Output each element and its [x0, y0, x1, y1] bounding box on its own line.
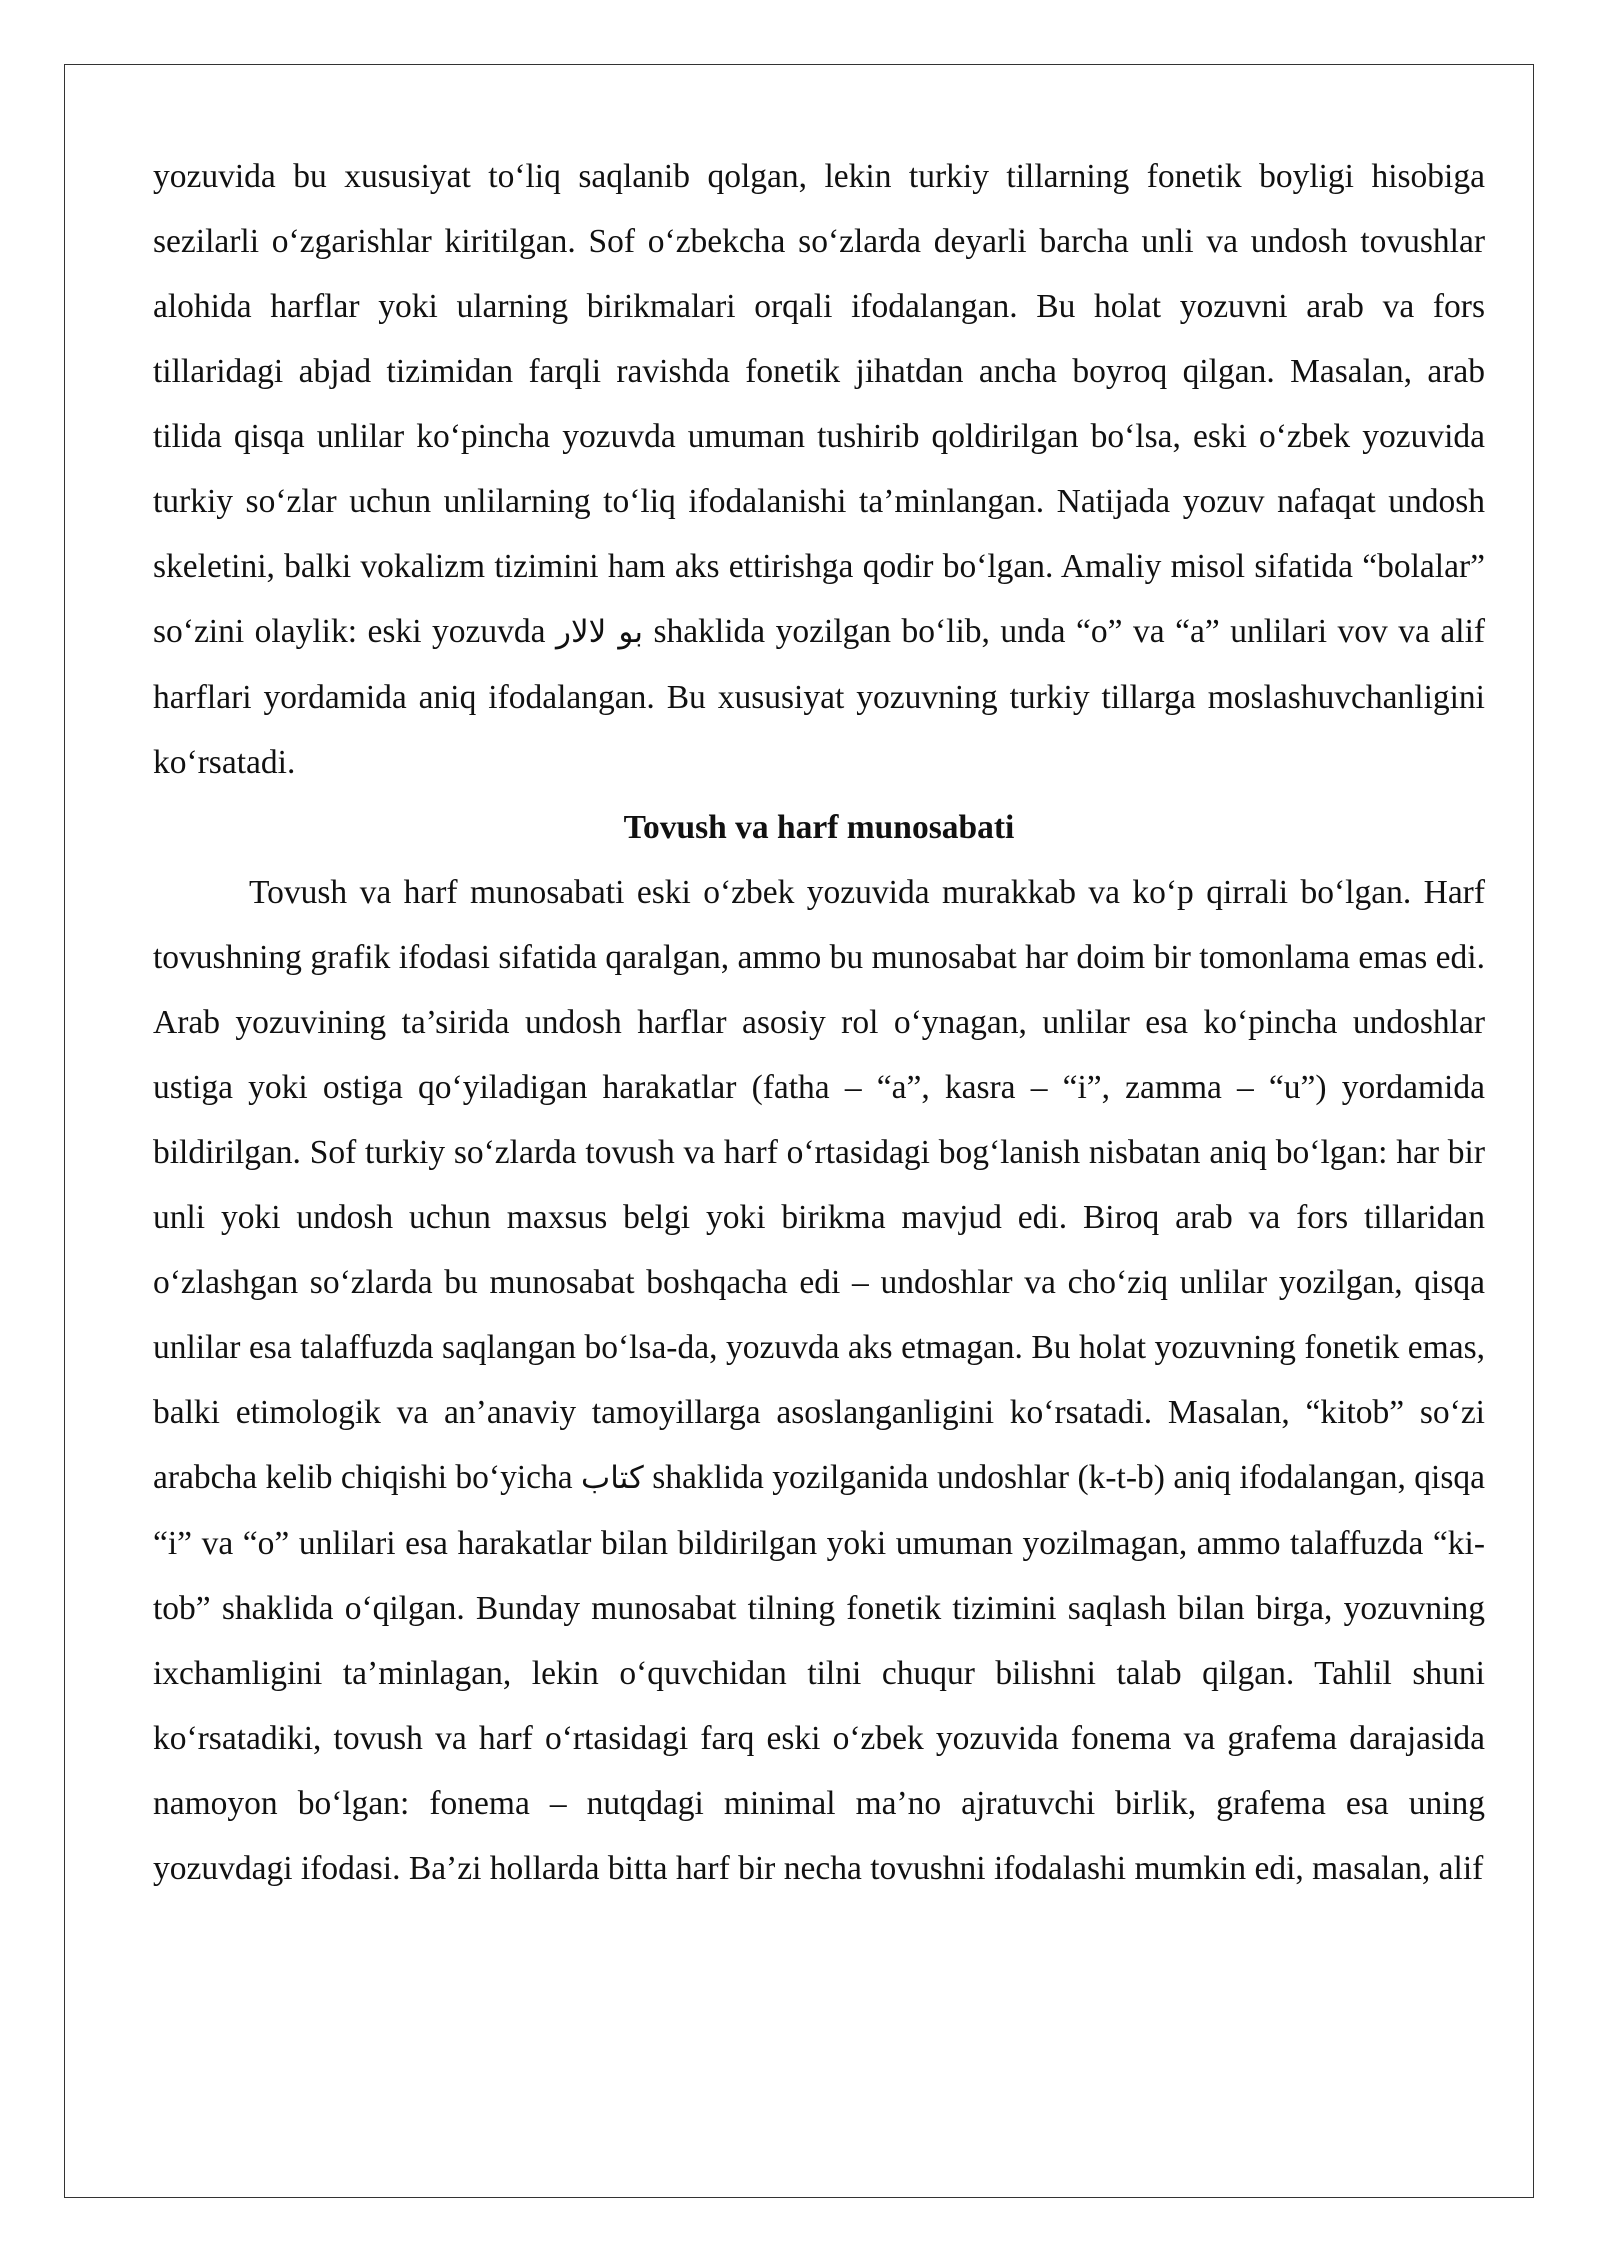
arabic-word-bolalar: بو لالار [556, 614, 643, 650]
paragraph-text: shaklida yozilgan bo‘lib, unda “o” va “a” unlilari vov va alif harflari yordamida aniq ifodalangan. Bu xususiyat yozuvning turkiy tillarga moslashuvchanligini ko‘rsatadi. [153, 613, 1486, 781]
paragraph-text: shaklida yozilganida undoshlar (k-t-b) aniq ifodalangan, qisqa “i” va “o” unlilari esa harakatlar bilan bildirilgan yoki umuman yozilmagan, ammo talaffuzda “ki-tob” shaklida o‘qilgan. Bunday munosabat tilning fonetik tizimini saqlash bilan birga, yozuvning ixchamligini ta’minlagan, lekin o‘quvchidan tilni chuqur bilishni talab qilgan. Tahlil shuni ko‘rsatadiki, tovush va harf o‘rtasidagi farq eski o‘zbek yozuvida fonema va grafema darajasida namoyon bo‘lgan: fonema – nutqdagi minimal ma’no ajratuvchi birlik, grafema esa uning yozuvdagi ifodasi. Ba’zi hollarda bitta harf bir necha tovushni ifodalashi mumkin edi, masalan, alif [153, 1459, 1486, 1887]
paragraph [153, 860, 1485, 1901]
arabic-word-kitob: كتاب [581, 1460, 644, 1496]
paragraph-text: Tovush va harf munosabati eski o‘zbek yozuvida murakkab va ko‘p qirrali bo‘lgan. Harf tovushning grafik ifodasi sifatida qaralgan, ammo bu munosabat har doim bir tomonlama emas edi. Arab yozuvining ta’sirida undosh harflar asosiy rol o‘ynagan, unlilar esa ko‘pincha undoshlar ustiga yoki ostiga qo‘yiladigan harakatlar (fatha – “a”, kasra – “i”, zamma – “u”) yordamida bildirilgan. Sof turkiy so‘zlarda tovush va harf o‘rtasidagi bog‘lanish nisbatan aniq bo‘lgan: har bir unli yoki undosh uchun maxsus belgi yoki birikma mavjud edi. Biroq arab va fors tillaridan o‘zlashgan so‘zlarda bu munosabat boshqacha edi – undoshlar va cho‘ziq unlilar yozilgan, qisqa unlilar esa talaffuzda saqlangan bo‘lsa-da, yozuvda aks etmagan. Bu holat yozuvning fonetik emas, balki etimologik va an’anaviy tamoyillarga asoslanganligini ko‘rsatadi. Masalan, “kitob” so‘zi arabcha kelib chiqishi bo‘yicha [153, 874, 1485, 1496]
section-heading: Tovush va harf munosabati [623, 809, 1015, 846]
paragraph-text: yozuvida bu xususiyat to‘liq saqlanib qolgan, lekin turkiy tillarning fonetik boyligi hisobiga sezilarli o‘zgarishlar kiritilgan. Sof o‘zbekcha so‘zlarda deyarli barcha unli va undosh tovushlar alohida harflar yoki ularning birikmalari orqali ifodalangan. Bu holat yozuvni arab va fors tillaridagi abjad tizimidan farqli ravishda fonetik jihatdan ancha boyroq qilgan. Masalan, arab tilida qisqa unlilar ko‘pincha yozuvda umuman tushirib qoldirilgan bo‘lsa, eski o‘zbek yozuvida turkiy so‘zlar uchun unlilarning to‘liq ifodalanishi ta’minlangan. Natijada yozuv nafaqat undosh skeletini, balki vokalizm tizimini ham aks ettirishga qodir bo‘lgan. Amaliy misol sifatida “bolalar” so‘zini olaylik: eski yozuvda [153, 158, 1485, 650]
document-body [153, 144, 1485, 1901]
paragraph-continued [153, 144, 1485, 795]
